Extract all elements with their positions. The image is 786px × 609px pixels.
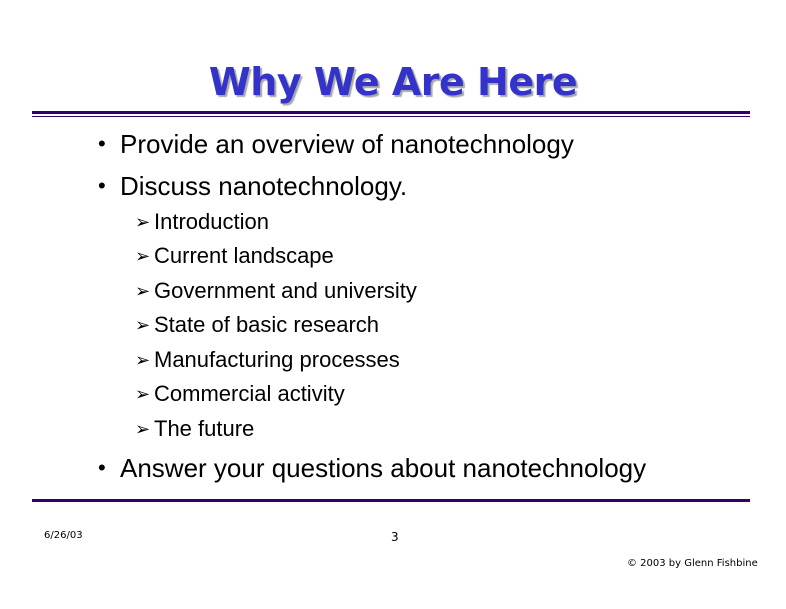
sub-bullet-item <box>135 314 379 336</box>
sub-bullet-text: The future <box>154 416 255 441</box>
sub-bullet-text: Introduction <box>154 209 269 234</box>
bullet-item <box>98 455 646 481</box>
sub-bullet-text: Commercial activity <box>154 381 345 406</box>
arrow-bullet-icon: ➢ <box>135 350 151 371</box>
bullet-item <box>98 173 407 199</box>
arrow-bullet-icon: ➢ <box>135 384 151 405</box>
page-number: 3 <box>391 530 399 544</box>
arrow-bullet-icon: ➢ <box>135 315 151 336</box>
sub-bullet-item <box>135 349 400 371</box>
bullet-item <box>98 131 574 157</box>
bullet-text: Discuss nanotechnology. <box>120 171 408 201</box>
slide-title: Why We Are Here <box>208 60 578 104</box>
sub-bullet-text: Government and university <box>154 278 417 303</box>
bullet-text: Provide an overview of nanotechnology <box>120 129 574 159</box>
sub-bullet-item <box>135 245 334 267</box>
sub-bullet-item <box>135 383 345 405</box>
sub-bullet-item <box>135 211 269 233</box>
arrow-bullet-icon: ➢ <box>135 419 151 440</box>
bullet-marker: • <box>98 131 106 156</box>
bullet-marker: • <box>98 455 106 480</box>
footer-date: 6/26/03 <box>44 530 83 541</box>
sub-bullet-item <box>135 280 417 302</box>
title-divider <box>32 111 750 114</box>
bullet-text: Answer your questions about nanotechnology <box>120 453 647 483</box>
sub-bullet-text: State of basic research <box>154 312 380 337</box>
title-divider-thin <box>32 116 750 117</box>
footer-divider <box>32 499 750 502</box>
sub-bullet-item <box>135 418 254 440</box>
sub-bullet-text: Manufacturing processes <box>154 347 400 372</box>
footer-copyright: © 2003 by Glenn Fishbine <box>627 558 758 569</box>
arrow-bullet-icon: ➢ <box>135 246 151 267</box>
arrow-bullet-icon: ➢ <box>135 212 151 233</box>
bullet-marker: • <box>98 173 106 198</box>
sub-bullet-text: Current landscape <box>154 243 334 268</box>
arrow-bullet-icon: ➢ <box>135 281 151 302</box>
